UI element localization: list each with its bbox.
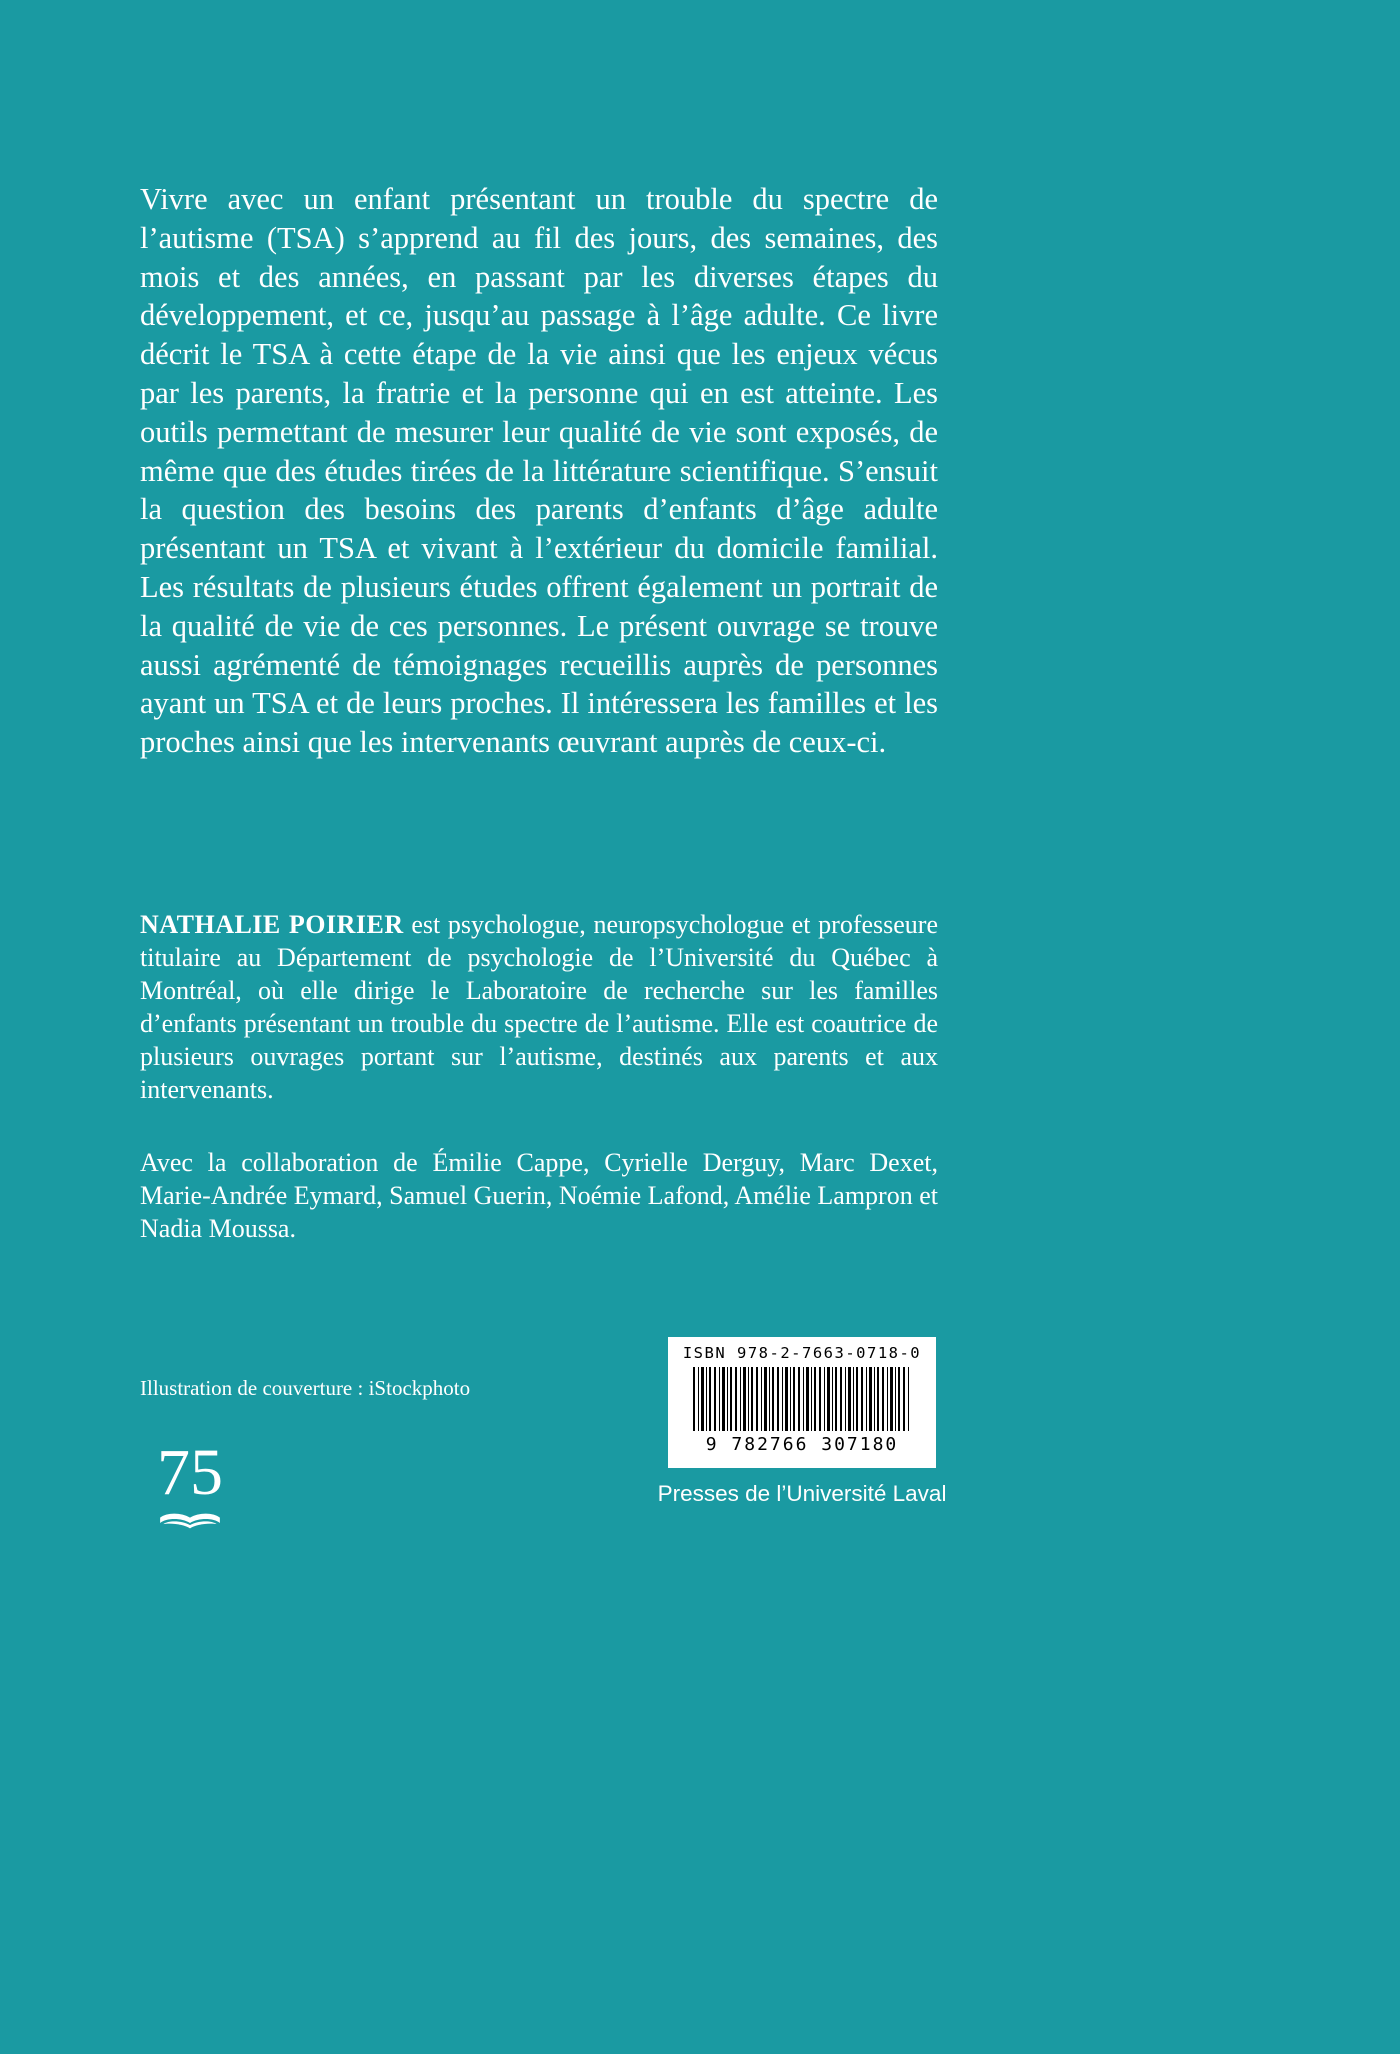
author-bio-text: est psychologue, neuropsychologue et professeure titulaire au Département de psychologie de l’Université du Québec à Montréal, où elle dirige le Laboratoire de recherche sur les familles d’enfants présentant un trouble du spectre de l’autisme. Elle est coautrice de plusieurs ouvrages portant sur l’autisme, destinés aux parents et aux intervenants. bbox=[140, 910, 938, 1104]
collaboration-paragraph: Avec la collaboration de Émilie Cappe, Cyrielle Derguy, Marc Dexet, Marie-Andrée Eymard, Samuel Guerin, Noémie Lafond, Amélie Lampron et Nadia Moussa. bbox=[140, 1148, 938, 1243]
publisher-name: Presses de l’Université Laval bbox=[657, 1481, 947, 1506]
collaboration-block bbox=[140, 1146, 938, 1245]
barcode-bars bbox=[693, 1367, 911, 1431]
barcode-panel bbox=[668, 1337, 936, 1468]
synopsis-block bbox=[140, 180, 938, 762]
isbn-label: ISBN 978-2-7663-0718-0 bbox=[682, 1344, 922, 1362]
cover-illustration-credit: Illustration de couverture : iStockphoto bbox=[140, 1376, 471, 1400]
pul-75th-anniversary-logo bbox=[140, 1438, 240, 1541]
anniversary-75-number: 75 bbox=[157, 1436, 223, 1509]
open-book-icon bbox=[158, 1510, 222, 1536]
synopsis-paragraph: Vivre avec un enfant présentant un trouble du spectre de l’autisme (TSA) s’apprend au fil des jours, des semaines, des mois et des années, en passant par les diverses étapes du développement, et ce, jusqu’au passage à l’âge adulte. Ce livre décrit le TSA à cette étape de la vie ainsi que les enjeux vécus par les parents, la fratrie et la personne qui en est atteinte. Les outils permettant de mesurer leur qualité de vie sont exposés, de même que des études tirées de la littérature scientifique. S’ensuit la question des besoins des parents d’enfants d’âge adulte présentant un TSA et vivant à l’extérieur du domicile familial. Les résultats de plusieurs études offrent également un portrait de la qualité de vie de ces personnes. Le présent ouvrage se trouve aussi agrémenté de témoignages recueillis auprès de personnes ayant un TSA et de leurs proches. Il intéressera les familles et les proches ainsi que les intervenants œuvrant auprès de ceux-ci. bbox=[140, 182, 938, 760]
author-bio-block bbox=[140, 908, 938, 1106]
barcode-number: 9 782766 307180 bbox=[705, 1434, 899, 1455]
author-bio-paragraph bbox=[140, 908, 938, 1106]
author-name: NATHALIE POIRIER bbox=[140, 910, 404, 939]
